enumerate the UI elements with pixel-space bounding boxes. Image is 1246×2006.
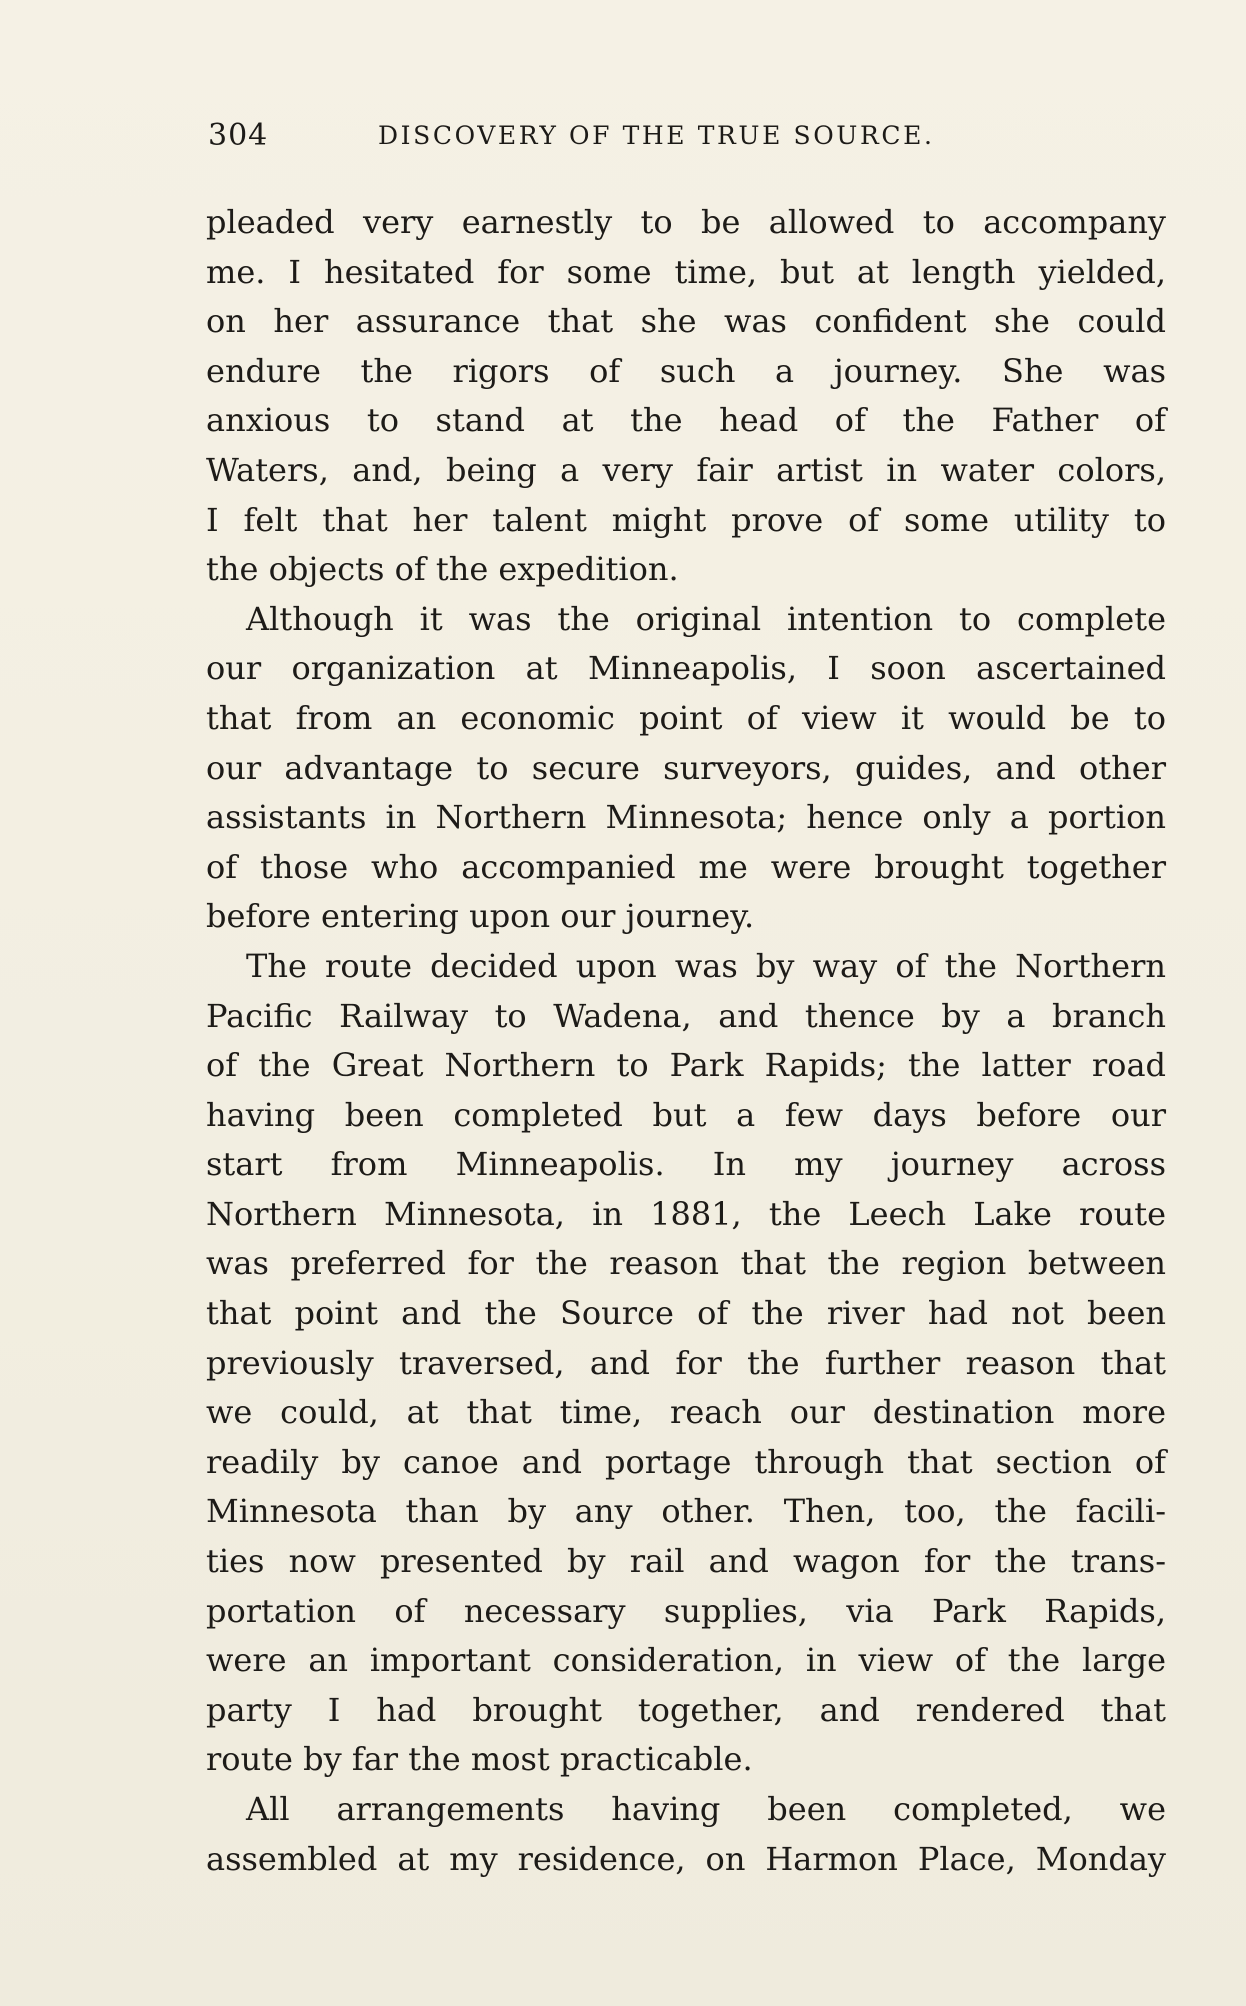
text-line: before entering upon our journey.: [206, 897, 755, 936]
text-line: the objects of the expedition.: [206, 550, 679, 589]
text-line: on her assurance that she was confident she could: [206, 302, 1166, 341]
text-line: were an important consideration, in view of the large: [206, 1641, 1166, 1680]
text-line: our organization at Minneapolis, I soon ascertained: [206, 649, 1166, 688]
text-line: readily by canoe and portage through that section of: [206, 1442, 1166, 1481]
text-line: assembled at my residence, on Harmon Place, Monday: [206, 1839, 1166, 1878]
text-line: The route decided upon was by way of the Northern: [246, 946, 1166, 985]
text-line: pleaded very earnestly to be allowed to accompany: [206, 203, 1166, 241]
text-line: that point and the Source of the river had not been: [206, 1294, 1166, 1333]
text-line: that from an economic point of view it would be to: [206, 698, 1166, 737]
text-line: All arrangements having been completed, we: [246, 1790, 1166, 1828]
text-line: Pacific Railway to Wadena, and thence by a branch: [206, 996, 1166, 1035]
body-text: [206, 198, 1166, 1884]
text-line: Northern Minnesota, in 1881, the Leech Lake route: [206, 1194, 1166, 1233]
text-line: start from Minneapolis. In my journey across: [206, 1145, 1166, 1184]
page-number: 304: [208, 118, 269, 153]
text-line: Waters, and, being a very fair artist in water colors,: [206, 450, 1166, 489]
text-line: Minnesota than by any other. Then, too, the facili-: [206, 1492, 1166, 1531]
text-line: endure the rigors of such a journey. She was: [206, 351, 1166, 390]
text-line: was preferred for the reason that the region between: [206, 1244, 1166, 1283]
text-line: I felt that her talent might prove of some utility to: [206, 500, 1166, 539]
text-line: assistants in Northern Minnesota; hence only a portion: [206, 798, 1166, 837]
text-line: ties now presented by rail and wagon for the trans-: [206, 1542, 1166, 1581]
text-line: me. I hesitated for some time, but at length yielded,: [206, 252, 1166, 291]
page-header: [208, 112, 1168, 160]
text-line: route by far the most practicable.: [206, 1740, 753, 1779]
running-head: DISCOVERY OF THE TRUE SOURCE.: [378, 121, 935, 150]
text-line: our advantage to secure surveyors, guides, and other: [206, 748, 1166, 787]
text-line: of the Great Northern to Park Rapids; the latter road: [206, 1046, 1166, 1085]
text-line: having been completed but a few days before our: [206, 1095, 1166, 1134]
text-line: portation of necessary supplies, via Park Rapids,: [206, 1591, 1166, 1630]
text-line: previously traversed, and for the further reason that: [206, 1343, 1166, 1382]
text-line: anxious to stand at the head of the Father of: [206, 401, 1166, 440]
text-line: Although it was the original intention to complete: [246, 599, 1166, 638]
text-line: we could, at that time, reach our destination more: [206, 1393, 1166, 1432]
text-line: party I had brought together, and rendered that: [206, 1690, 1166, 1729]
text-line: of those who accompanied me were brought together: [206, 847, 1166, 886]
